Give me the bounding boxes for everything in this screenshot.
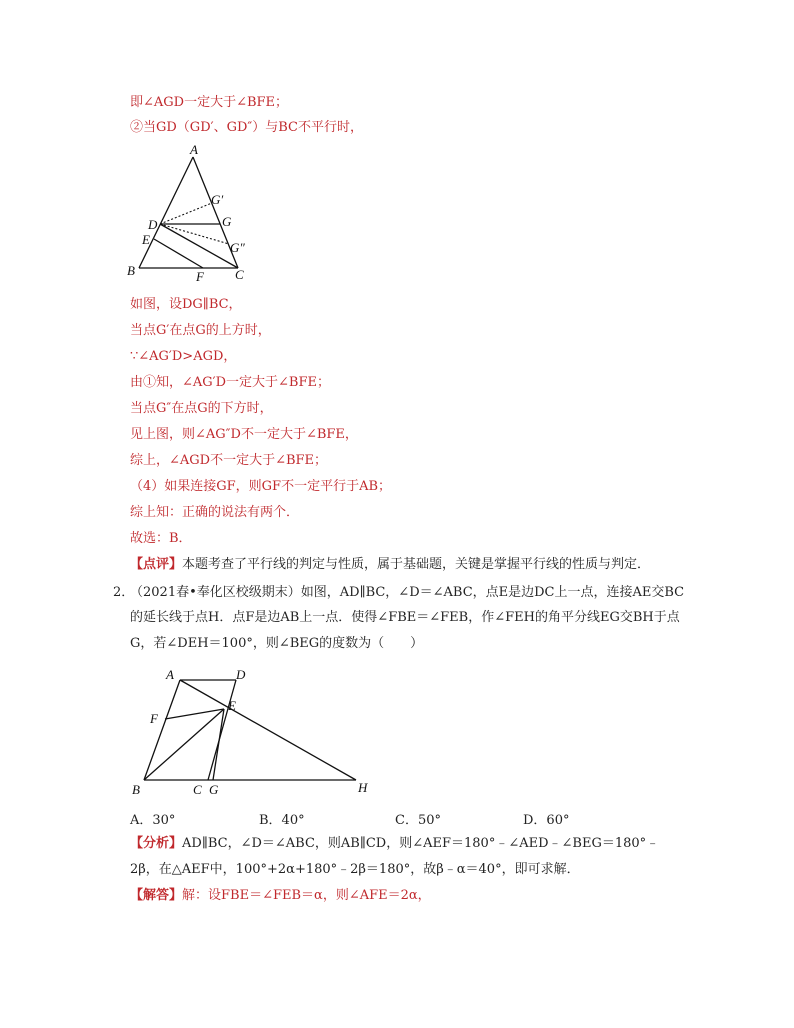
- option-b: B．40°: [259, 813, 305, 828]
- label-H: H: [358, 780, 368, 795]
- solution-tag: 【解答】: [130, 888, 183, 903]
- seg-AB: [144, 680, 180, 780]
- option-d: D．60°: [523, 813, 570, 828]
- question-line: （2021春•奉化区校级期末）如图，AD∥BC，∠D＝∠ABC，点E是边DC上一点，连接AE交BC: [130, 585, 685, 600]
- option-a: A．30°: [130, 813, 176, 828]
- text-line: 综上知：正确的说法有两个．: [130, 505, 300, 520]
- label-A: A: [190, 142, 198, 157]
- seg-EG: [213, 709, 224, 780]
- label-E: E: [228, 698, 236, 713]
- seg-AB: [139, 157, 193, 268]
- text-line: 综上，∠AGD不一定大于∠BFE；: [130, 453, 328, 468]
- text-line: 见上图，则∠AG″D不一定大于∠BFE，: [130, 427, 358, 442]
- text-line: （4）如果连接GF，则GF不一定平行于AB；: [130, 479, 392, 494]
- label-E: E: [142, 232, 150, 247]
- text-line: 即∠AGD一定大于∠BFE；: [130, 95, 289, 110]
- option-c: C．50°: [395, 813, 441, 828]
- label-C: C: [193, 782, 202, 797]
- analysis-line: [130, 835, 659, 852]
- seg-BE: [144, 709, 224, 780]
- seg-FE: [165, 709, 224, 719]
- text-line: 当点G″在点G的下方时，: [130, 401, 273, 416]
- question-line: 的延长线于点H．点F是边AB上一点．使得∠FBE＝∠FEB，作∠FEH的角平分线EG交BH于点: [130, 610, 680, 625]
- seg-EF: [154, 239, 203, 268]
- seg-DG1: [160, 203, 212, 224]
- analysis-line: 2β，在△AEF中，100°+2α+180°﹣2β＝180°，故β﹣α＝40°，即可求解．: [130, 862, 580, 877]
- solution-text: 解：设FBE＝∠FEB＝α，则∠AFE＝2α，: [182, 888, 431, 903]
- analysis-tag: 【分析】: [130, 836, 183, 851]
- label-B: B: [127, 263, 135, 278]
- label-G: G: [209, 782, 219, 797]
- analysis-text: AD∥BC，∠D＝∠ABC，则AB∥CD，则∠AEF＝180°﹣∠AED﹣∠BEG＝180°﹣: [182, 836, 660, 851]
- comment-text: 本题考查了平行线的判定与性质，属于基础题，关键是掌握平行线的性质与判定．: [182, 557, 651, 572]
- seg-DG2: [160, 224, 229, 244]
- label-G-prime: G′: [211, 192, 224, 207]
- label-F: F: [196, 269, 204, 284]
- solution-line: [130, 887, 431, 904]
- text-line: 如图，设DG∥BC，: [130, 297, 242, 312]
- text-line: 当点G′在点G的上方时，: [130, 323, 271, 338]
- label-G-double-prime: G″: [230, 240, 245, 255]
- seg-DC: [160, 224, 238, 268]
- label-D: D: [148, 217, 158, 232]
- question-line: G，若∠DEH＝100°，则∠BEG的度数为（ ）: [130, 636, 424, 651]
- comment-line: [130, 556, 650, 573]
- comment-tag: 【点评】: [130, 557, 183, 572]
- label-G: G: [222, 214, 232, 229]
- label-C: C: [235, 267, 244, 282]
- label-F: F: [150, 711, 158, 726]
- label-D: D: [236, 667, 246, 682]
- label-A: A: [166, 667, 174, 682]
- text-line: ②当GD（GD′、GD″）与BC不平行时，: [130, 120, 363, 135]
- seg-DC: [208, 680, 236, 780]
- text-line: 由①知，∠AG′D一定大于∠BFE；: [130, 375, 330, 390]
- seg-AH: [180, 680, 356, 780]
- text-line: 故选：B．: [130, 531, 192, 546]
- label-B: B: [132, 782, 140, 797]
- question-number: 2．: [113, 585, 135, 600]
- seg-AC: [193, 157, 238, 268]
- text-line: ∵∠AG′D>AGD，: [130, 349, 237, 364]
